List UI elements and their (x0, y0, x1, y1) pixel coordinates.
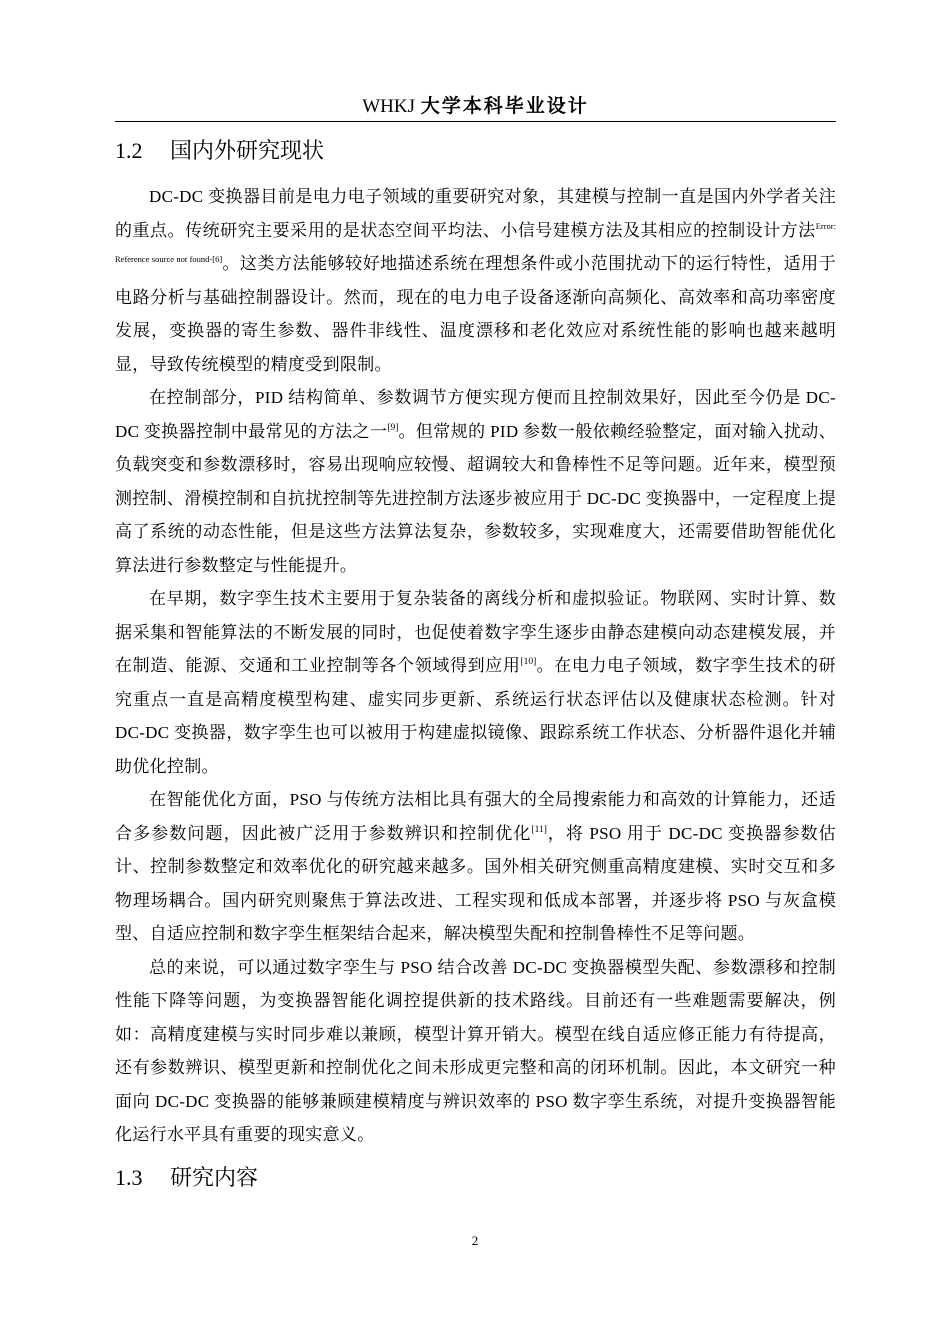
paragraph (115, 951, 836, 1152)
header-abbr: WHKJ (362, 96, 415, 117)
citation: [11] (531, 824, 547, 835)
paragraph-text: DC-DC 变换器目前是电力电子领域的重要研究对象，其建模与控制一直是国内外学者关注的重点。传统研究主要采用的是状态空间平均法、小信号建模方法及其相应的控制设计方法 (115, 187, 836, 240)
paragraph (115, 180, 836, 381)
paragraph (115, 381, 836, 582)
section-number: 1.2 (115, 138, 143, 163)
page-number: 2 (471, 1233, 479, 1248)
section-title: 国内外研究现状 (170, 138, 325, 163)
paragraph-text: 。但常规的 PID 参数一般依赖经验整定，面对输入扰动、负载突变和参数漂移时，容易出现响应较慢、超调较大和鲁棒性不足等问题。近年来，模型预测控制、滑模控制和自抗扰控制等先进控制方法逐步被应用于 DC-DC 变换器中，一定程度上提高了系统的动态性能，但是这些方法算法复杂，参数较多，实现难度大，还需要借助智能优化算法进行参数整定与性能提升。 (115, 421, 836, 575)
header-rule (115, 121, 836, 122)
citation: [10] (520, 657, 537, 667)
section-number: 1.3 (115, 1165, 143, 1190)
paragraph-text: 在智能优化方面，PSO 与传统方法相比具有强大的全局搜索能力和高效的计算能力，还适合多参数问题，因此被广泛用于参数辨识和控制优化 (115, 790, 836, 843)
paragraph-text: 总的来说，可以通过数字孪生与 PSO 结合改善 DC-DC 变换器模型失配、参数漂移和控制性能下降等问题，为变换器智能化调控提供新的技术路线。目前还有一些难题需要解决，例如：高精度建模与实时同步难以兼顾，模型计算开销大。模型在线自适应修正能力有待提高，还有参数辨识、模型更新和控制优化之间未形成更完整和高的闭环机制。因此，本文研究一种面向 DC-DC 变换器的能够兼顾建模精度与辨识效率的 PSO 数字孪生系统，对提升变换器智能化运行水平具有重要的现实意义。 (115, 957, 836, 1144)
citation: Error: Reference source not found-[6] (115, 220, 836, 264)
citation: [9] (387, 422, 399, 433)
header-title: 大学本科毕业设计 (420, 95, 589, 117)
paragraph-text: ，将 PSO 用于 DC-DC 变换器参数估计、控制参数整定和效率优化的研究越来越多。国外相关研究侧重高精度建模、实时交互和多物理场耦合。国内研究则聚焦于算法改进、工程实现和低成本部署，并逐步将 PSO 与灰盒模型、自适应控制和数字孪生框架结合起来，解决模型失配和控制鲁棒性不足等问题。 (115, 823, 836, 943)
paragraph-text: 。在电力电子领域，数字孪生技术的研究重点一直是高精度模型构建、虚实同步更新、系统运行状态评估以及健康状态检测。针对 DC-DC 变换器，数字孪生也可以被用于构建虚拟镜像、跟踪系统工作状态、分析器件退化并辅助优化控制。 (115, 656, 836, 776)
section-heading-1-2 (115, 136, 324, 166)
paragraph (115, 783, 836, 951)
section-title: 研究内容 (170, 1165, 259, 1190)
paragraph-text: 在控制部分，PID 结构简单、参数调节方便实现方便而且控制效果好，因此至今仍是 DC-DC 变换器控制中最常见的方法之一 (115, 388, 836, 441)
paragraph (115, 582, 836, 783)
section-body (115, 180, 836, 1152)
section-heading-1-3 (115, 1163, 258, 1193)
paragraph-text: 在早期，数字孪生技术主要用于复杂装备的离线分析和虚拟验证。物联网、实时计算、数据采集和智能算法的不断发展的同时，也促使着数字孪生逐步由静态建模向动态建模发展，并在制造、能源、交通和工业控制等各个领域得到应用 (115, 589, 836, 675)
page-header (115, 92, 836, 121)
paragraph-text: 。这类方法能够较好地描述系统在理想条件或小范围扰动下的运行特性，适用于电路分析与基础控制器设计。然而，现在的电力电子设备逐渐向高频化、高效率和高功率密度发展，变换器的寄生参数、器件非线性、温度漂移和老化效应对系统性能的影响也越来越明显，导致传统模型的精度受到限制。 (115, 254, 837, 374)
